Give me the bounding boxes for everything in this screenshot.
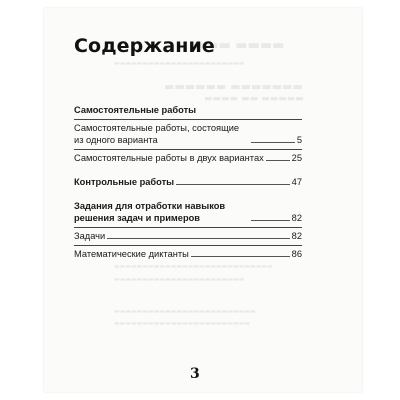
toc-entry[interactable] bbox=[74, 248, 302, 260]
toc-entry-page: 47 bbox=[291, 177, 302, 187]
section-heading: Задания для отработки навыков решения задач и примеров bbox=[74, 201, 226, 223]
bleed-through-text: ▬▬▬▬▬▬ ▬▬▬▬▬▬▬ bbox=[164, 80, 303, 93]
toc-entry-label: Математические диктанты bbox=[74, 249, 189, 259]
divider bbox=[74, 119, 302, 120]
page-title: Содержание bbox=[74, 35, 215, 57]
toc-entry-page: 82 bbox=[291, 231, 302, 241]
book-page bbox=[44, 8, 362, 392]
toc-entry[interactable] bbox=[74, 200, 302, 224]
toc-entry-page: 25 bbox=[291, 153, 302, 163]
divider bbox=[74, 245, 302, 246]
leader-line bbox=[191, 256, 290, 257]
bleed-through-text: ▬▬▬▬▬▬▬▬▬▬▬▬▬▬▬▬▬▬▬▬▬▬▬▬ bbox=[114, 320, 251, 327]
leader-line bbox=[251, 220, 290, 221]
toc-entry-page: 82 bbox=[291, 213, 302, 223]
section-heading: Самостоятельные работы bbox=[74, 105, 197, 115]
toc-entry-label: Самостоятельные работы в двух вариантах bbox=[74, 153, 264, 163]
leader-line bbox=[107, 238, 289, 239]
toc-section-exercises bbox=[74, 200, 302, 260]
toc-entry[interactable] bbox=[74, 176, 302, 188]
bleed-through-text: ▬▬▬▬▬▬▬▬▬▬▬▬▬▬▬▬▬▬▬▬▬▬▬▬▬ bbox=[114, 308, 256, 315]
toc-entry[interactable] bbox=[74, 122, 302, 146]
table-of-contents bbox=[74, 104, 302, 260]
toc-entry[interactable] bbox=[74, 230, 302, 242]
leader-line bbox=[266, 160, 290, 161]
divider bbox=[74, 227, 302, 228]
bleed-through-text: ▬▬▬ ▬▬▬▬ bbox=[194, 38, 285, 53]
page-number: 3 bbox=[190, 366, 200, 382]
toc-entry-page: 5 bbox=[296, 135, 302, 145]
bleed-through-text: ▬▬▬▬▬▬▬▬▬▬▬▬▬▬▬▬▬▬▬▬▬▬▬ bbox=[114, 276, 245, 283]
bleed-through-text: ▬▬▬▬ ▬▬ ▬▬▬▬▬ bbox=[204, 94, 304, 104]
bleed-through-text: ▬▬▬▬▬▬▬▬▬▬▬▬▬▬▬▬▬▬▬▬▬▬▬ bbox=[114, 60, 245, 67]
toc-section-independent-work bbox=[74, 104, 302, 164]
section-heading: Контрольные работы bbox=[74, 177, 175, 187]
toc-entry-page: 86 bbox=[291, 249, 302, 259]
divider bbox=[74, 149, 302, 150]
leader-line bbox=[251, 142, 295, 143]
toc-entry-label: Задачи bbox=[74, 231, 106, 241]
toc-entry-label: Самостоятельные работы, состоящие из одного варианта bbox=[74, 123, 240, 145]
bleed-through-text: ▬▬▬▬▬▬▬▬▬▬▬▬▬▬▬▬▬▬▬▬▬▬▬▬▬▬▬▬ bbox=[114, 263, 273, 270]
toc-entry[interactable] bbox=[74, 152, 302, 164]
toc-section-tests bbox=[74, 176, 302, 188]
leader-line bbox=[176, 184, 290, 185]
